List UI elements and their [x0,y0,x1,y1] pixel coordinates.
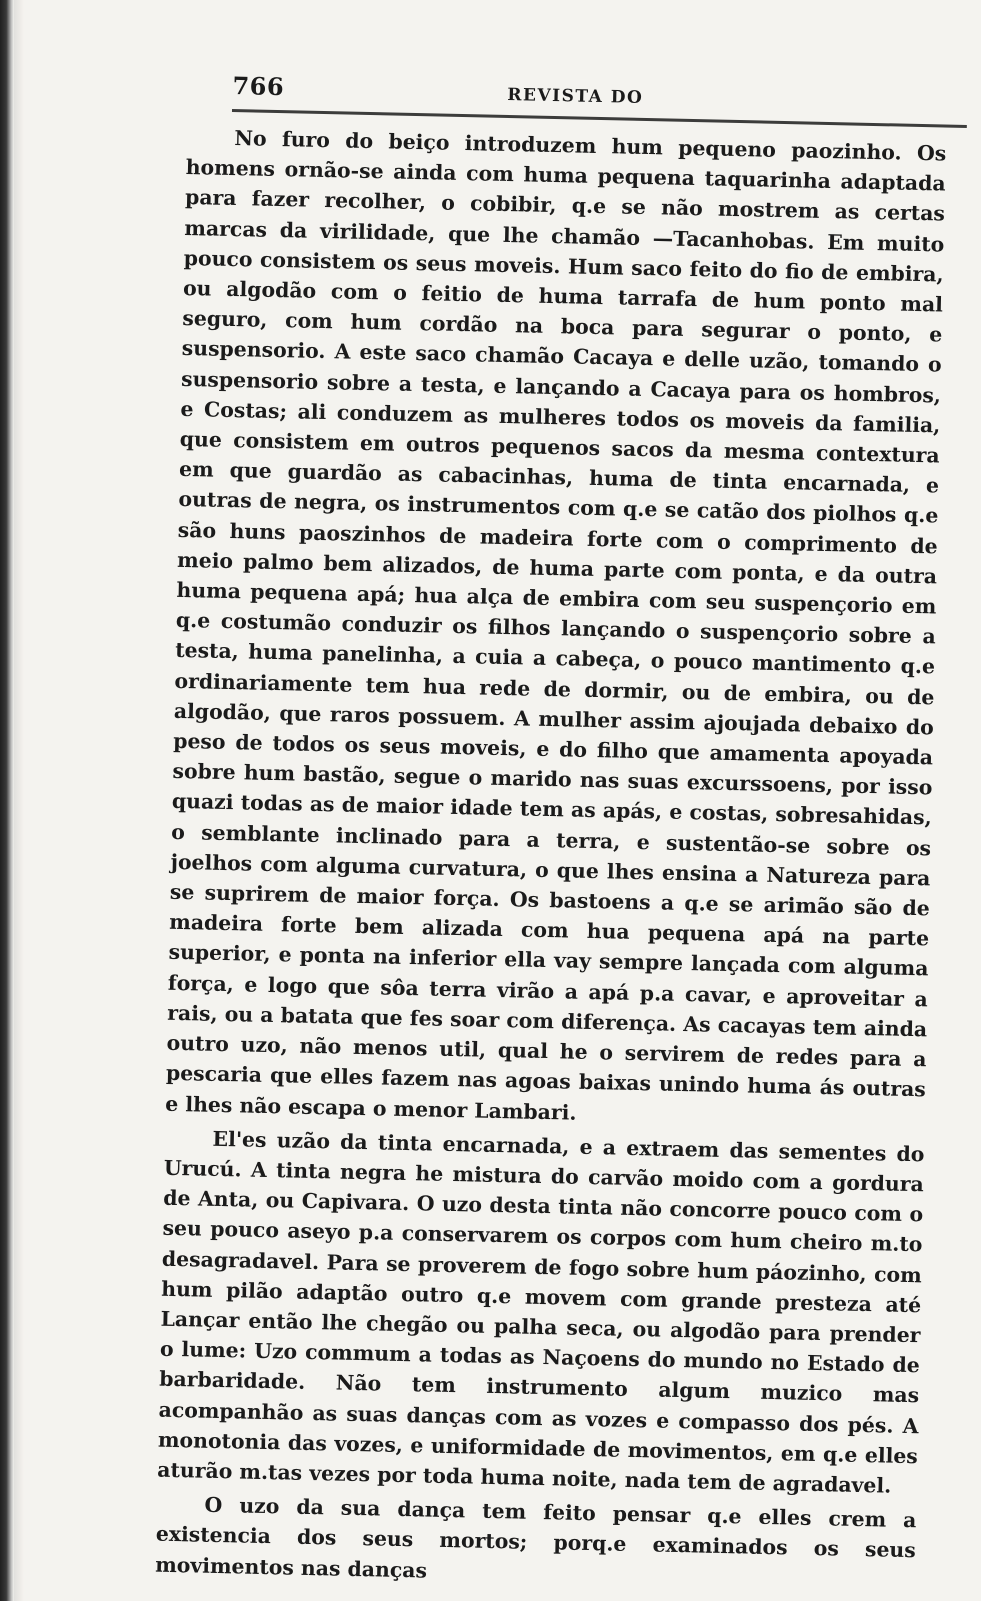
paragraph-3: O uzo da sua dança tem feito pensar q.e elles crem a existencia dos seus mortos; porq.e examinados os seus movimentos nas danças [155,1492,917,1583]
scan-binding-edge [0,0,14,1601]
paragraph-2: El'es uzão da tinta encarnada, e a extraem das sementes do Urucú. A tinta negra he mistura do carvão moido com a gordura de Anta, ou Capivara. O uzo desta tinta não concorre pouco com o seu pouco aseyo p.a conservarem os corpos com hum cheiro m.to desagradavel. Para se proverem de fogo sobre hum páozinho, com hum pilão adaptão outro q.e movem com grande presteza até Lançar então lhe chegão ou palha seca, ou algodão para prender o lume: Uzo commum a todas as Naçoens do mundo no Estado de barbaridade. Não tem instrumento algum muzico mas acompanhão as suas danças com as vozes e compasso dos pés. A monotonia das vozes, e uniformidade de movimentos, em q.e elles aturão m.tas vezes por toda huma noite, nada tem de agradavel. [157,1126,925,1498]
page-number: 766 [232,70,285,102]
running-title: REVISTA DO [507,84,644,108]
document-page [155,64,948,1583]
scan-shadow [14,0,24,1601]
header-rule [232,109,967,128]
body-text [155,122,947,1596]
paragraph-1: No furo do beiço introduzem hum pequeno paozinho. Os homens ornão-se ainda com huma pequena taquarinha adaptada para fazer recolher, o cobibir, q.e se não mostrem as certas marcas da virilidade, que lhe chamão —Tacanhobas. Em muito pouco consistem os seus moveis. Hum saco feito do fio de embira, ou algodão com o feitio de huma tarrafa de hum ponto mal seguro, com hum cordão na boca para segurar o ponto, e suspensorio. A este saco chamão Cacaya e delle uzão, tomando o suspensorio sobre a testa, e lançando a Cacaya para os hombros, e Costas; ali conduzem as mulheres todos os moveis da familia, que consistem em outros pequenos sacos da mesma contextura em que guardão as cabacinhas, huma de tinta encarnada, e outras de negra, os instrumentos com q.e se catão dos piolhos q.e são huns paoszinhos de madeira forte com o comprimento de meio palmo bem alizados, de huma parte com ponta, e da outra huma pequena apá; hua alça de embira com seu suspençorio em q.e costumão conduzir os filhos lançando o suspençorio sobre a testa, huma panelinha, a cuia a cabeça, o pouco mantimento q.e ordinariamente tem hua rede de dormir, ou de embira, ou de algodão, que raros possuem. A mulher assim ajoujada debaixo do peso de todos os seus moveis, e do filho que amamenta apoyada sobre hum bastão, segue o marido nas suas excurssoens, por isso quazi todas as de maior idade tem as apás, e costas, sobresahidas, o semblante inclinado para a terra, e sustentão-se sobre os joelhos com alguma curvatura, o que lhes ensina a Natureza para se suprirem de maior força. Os bastoens a q.e se arimão são de madeira forte bem alizada com hua pequena apá na parte superior, e ponta na inferior ella vay sempre lançada com alguma força, e logo que sôa terra virão a apá p.a cavar, e aproveitar a rais, ou a batata que fes soar com diferença. As cacayas tem ainda outro uzo, não menos util, qual he o servirem de redes para a pescaria que elles fazem nas agoas baixas unindo huma ás outras e lhes não escapa o menor Lambari. [165,126,947,1125]
